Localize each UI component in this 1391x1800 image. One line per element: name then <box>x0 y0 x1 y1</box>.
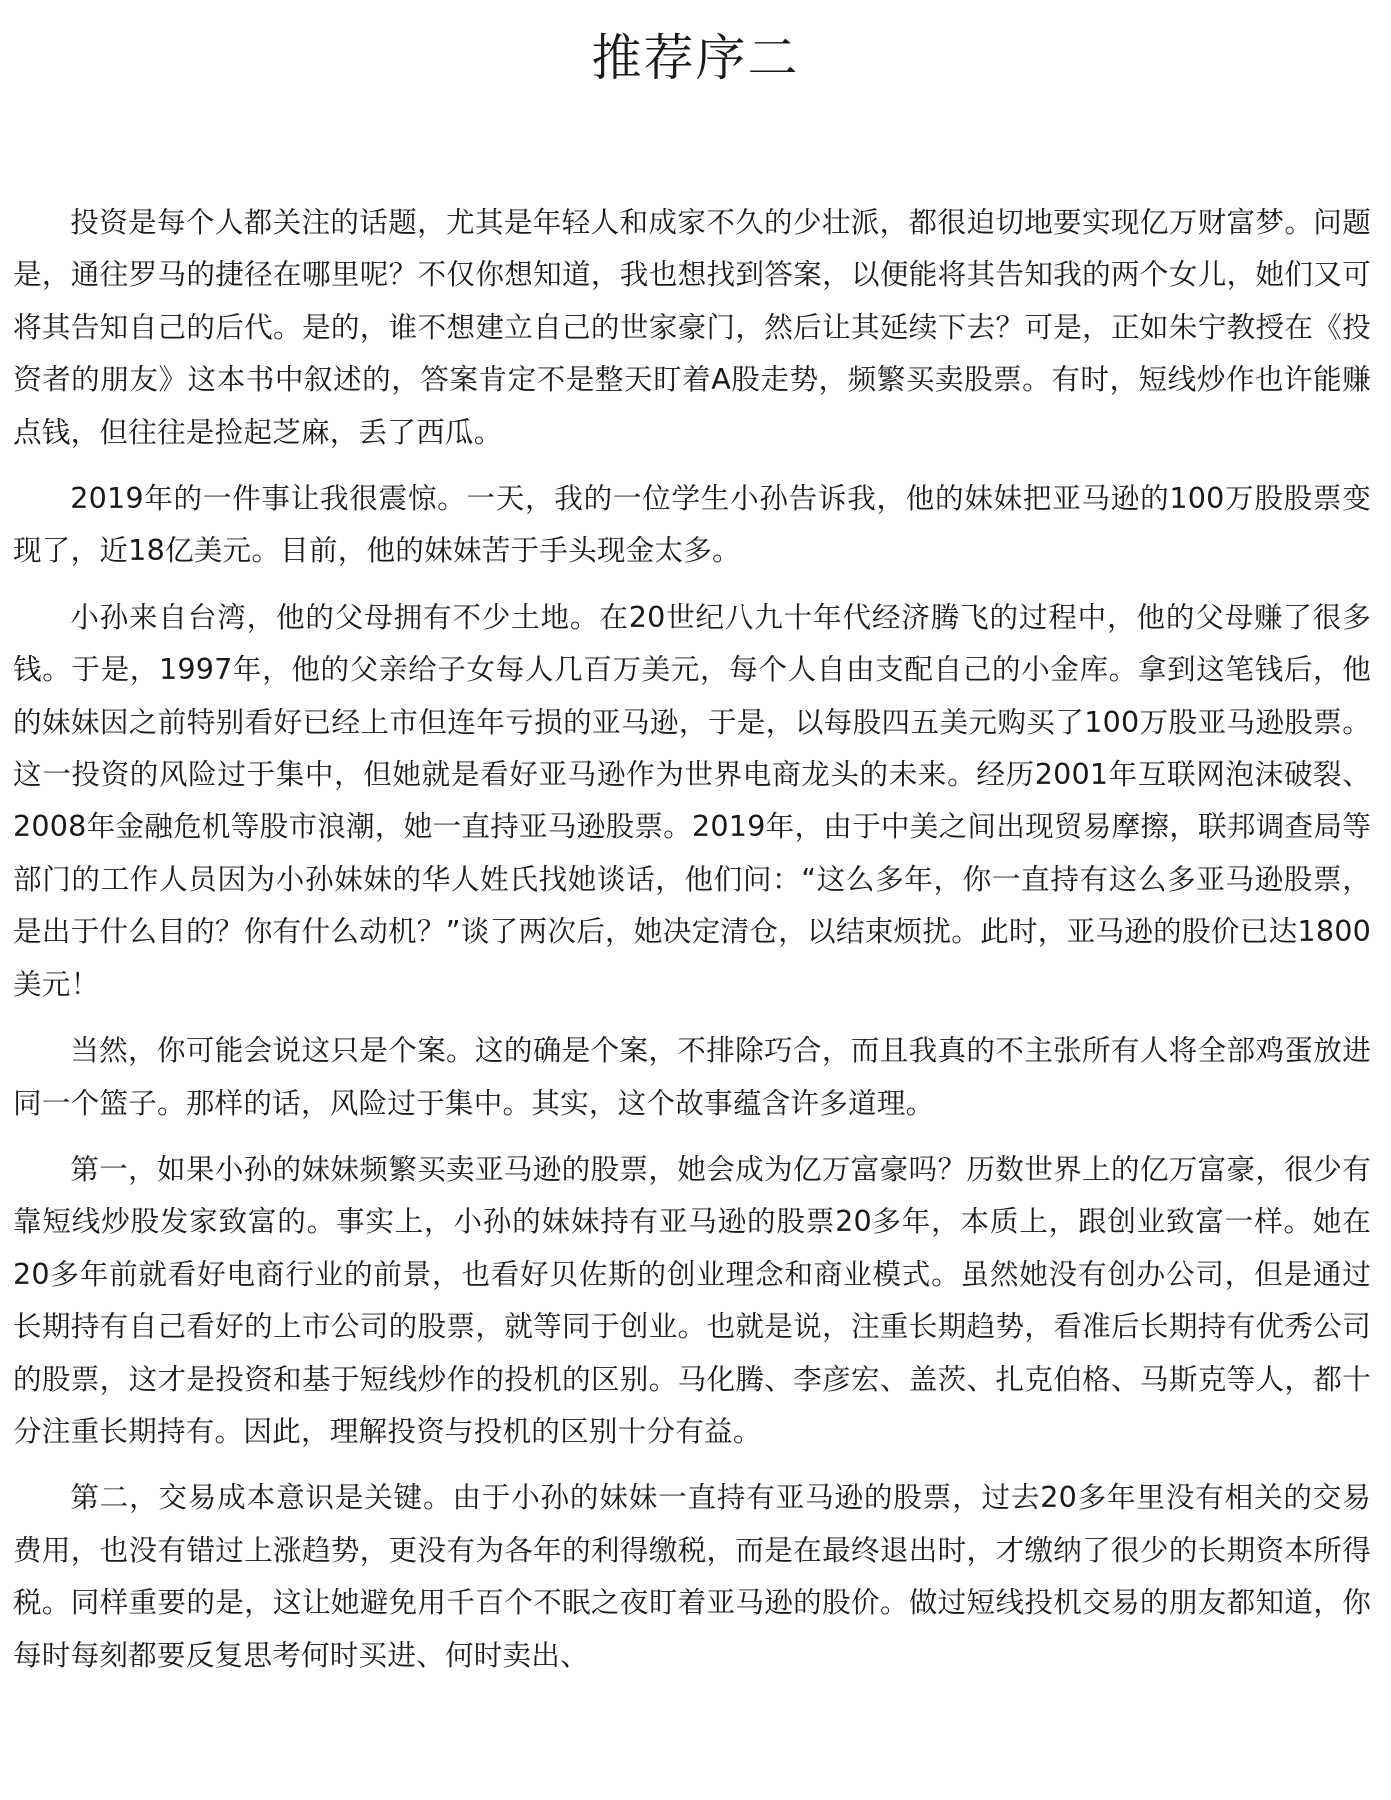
paragraph-4: 当然，你可能会说这只是个案。这的确是个案，不排除巧合，而且我真的不主张所有人将全部鸡蛋放进同一个篮子。那样的话，风险过于集中。其实，这个故事蕴含许多道理。 <box>13 1033 1371 1120</box>
paragraph-3: 小孙来自台湾，他的父母拥有不少土地。在20世纪八九十年代经济腾飞的过程中，他的父母赚了很多钱。于是，1997年，他的父亲给子女每人几百万美元，每个人自由支配自己的小金库。拿到这笔钱后，他的妹妹因之前特别看好已经上市但连年亏损的亚马逊，于是，以每股四五美元购买了100万股亚马逊股票。这一投资的风险过于集中，但她就是看好亚马逊作为世界电商龙头的未来。经历2001年互联网泡沫破裂、2008年金融危机等股市浪潮，她一直持亚马逊股票。2019年，由于中美之间出现贸易摩擦，联邦调查局等部门的工作人员因为小孙妹妹的华人姓氏找她谈话，他们问：“这么多年，你一直持有这么多亚马逊股票，是出于什么目的？你有什么动机？”谈了两次后，她决定清仓，以结束烦扰。此时，亚马逊的股价已达1800美元！ <box>13 599 1371 1001</box>
page-title: 推荐序二 <box>591 29 800 87</box>
paragraph-1: 投资是每个人都关注的话题，尤其是年轻人和成家不久的少壮派，都很迫切地要实现亿万财富梦。问题是，通往罗马的捷径在哪里呢？不仅你想知道，我也想找到答案，以便能将其告知我的两个女儿，她们又可将其告知自己的后代。是的，谁不想建立自己的世家豪门，然后让其延续下去？可是，正如朱宁教授在《投资者的朋友》这本书中叙述的，答案肯定不是整天盯着A股走势，频繁买卖股票。有时，短线炒作也许能赚点钱，但往往是捡起芝麻，丢了西瓜。 <box>13 205 1371 449</box>
document-body <box>13 196 1371 1695</box>
paragraph-2: 2019年的一件事让我很震惊。一天，我的一位学生小孙告诉我，他的妹妹把亚马逊的100万股股票变现了，近18亿美元。目前，他的妹妹苦于手头现金太多。 <box>13 481 1371 568</box>
paragraph-5: 第一，如果小孙的妹妹频繁买卖亚马逊的股票，她会成为亿万富豪吗？历数世界上的亿万富豪，很少有靠短线炒股发家致富的。事实上，小孙的妹妹持有亚马逊的股票20多年，本质上，跟创业致富一样。她在20多年前就看好电商行业的前景，也看好贝佐斯的创业理念和商业模式。虽然她没有创办公司，但是通过长期持有自己看好的上市公司的股票，就等同于创业。也就是说，注重长期趋势，看准后长期持有优秀公司的股票，这才是投资和基于短线炒作的投机的区别。马化腾、李彦宏、盖茨、扎克伯格、马斯克等人，都十分注重长期持有。因此，理解投资与投机的区别十分有益。 <box>13 1151 1371 1448</box>
paragraph-6: 第二，交易成本意识是关键。由于小孙的妹妹一直持有亚马逊的股票，过去20多年里没有相关的交易费用，也没有错过上涨趋势，更没有为各年的利得缴税，而是在最终退出时，才缴纳了很少的长期资本所得税。同样重要的是，这让她避免用千百个不眠之夜盯着亚马逊的股价。做过短线投机交易的朋友都知道，你每时每刻都要反复思考何时买进、何时卖出、 <box>13 1480 1371 1672</box>
